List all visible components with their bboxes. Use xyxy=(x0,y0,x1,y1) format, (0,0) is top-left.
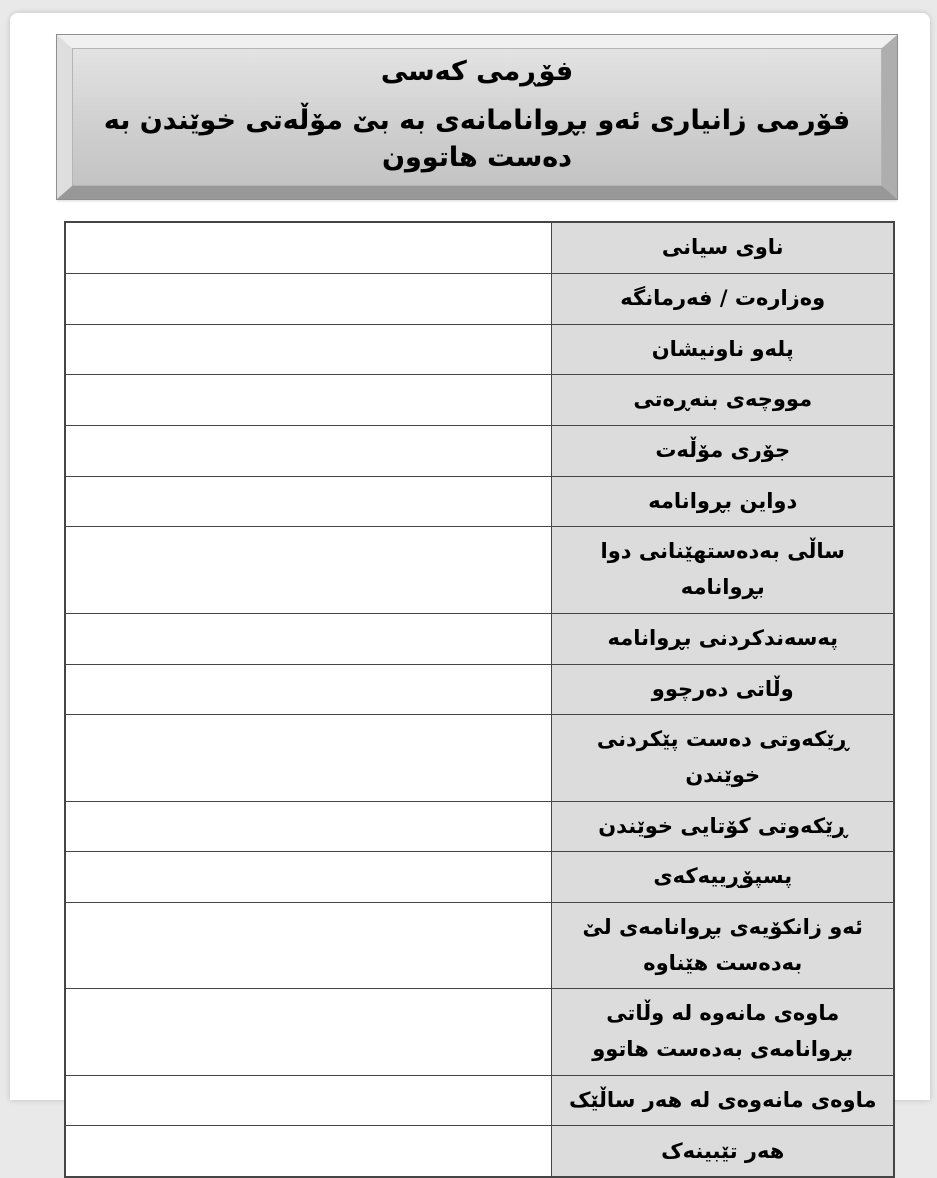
field-value-cell[interactable] xyxy=(66,665,551,715)
table-row xyxy=(66,989,893,1075)
field-value-cell[interactable] xyxy=(66,852,551,902)
field-value-cell[interactable] xyxy=(66,802,551,852)
field-value-cell[interactable] xyxy=(66,903,551,988)
field-value-cell[interactable] xyxy=(66,527,551,612)
form-title-box xyxy=(57,35,897,199)
table-row xyxy=(66,527,893,613)
field-value-cell[interactable] xyxy=(66,477,551,527)
field-label: پسپۆڕییەکەی xyxy=(551,852,893,902)
field-value-cell[interactable] xyxy=(66,1126,551,1176)
field-value-cell[interactable] xyxy=(66,1076,551,1126)
field-value-cell[interactable] xyxy=(66,614,551,664)
form-subtitle: فۆرمی زانیاری ئەو بڕوانامانەی بە بێ مۆڵەتی خوێندن بە دەست هاتوون xyxy=(80,103,874,176)
table-row xyxy=(66,614,893,665)
table-row xyxy=(66,325,893,376)
field-label: ساڵی بەدەستهێنانی دوا بڕوانامە xyxy=(551,527,893,612)
field-label: مووچەی بنەڕەتی xyxy=(551,375,893,425)
field-label: ئەو زانکۆیەی بڕوانامەی لێ بەدەست هێناوە xyxy=(551,903,893,988)
table-row xyxy=(66,1126,893,1176)
field-label: پەسەندکردنی بڕوانامە xyxy=(551,614,893,664)
table-row xyxy=(66,715,893,801)
field-label: ناوی سیانی xyxy=(551,223,893,273)
table-row xyxy=(66,852,893,903)
form-title: فۆڕمی کەسی xyxy=(80,54,874,90)
field-label: پلەو ناونیشان xyxy=(551,325,893,375)
table-row xyxy=(66,375,893,426)
field-label: وەزارەت / فەرمانگە xyxy=(551,274,893,324)
field-value-cell[interactable] xyxy=(66,989,551,1074)
field-label: ڕێکەوتی کۆتایی خوێندن xyxy=(551,802,893,852)
field-label: دواین بڕوانامە xyxy=(551,477,893,527)
table-row xyxy=(66,223,893,274)
form-table xyxy=(64,221,895,1178)
table-row xyxy=(66,802,893,853)
field-value-cell[interactable] xyxy=(66,274,551,324)
table-row xyxy=(66,903,893,989)
field-value-cell[interactable] xyxy=(66,426,551,476)
table-row xyxy=(66,477,893,528)
field-label: وڵاتی دەرچوو xyxy=(551,665,893,715)
table-row xyxy=(66,426,893,477)
field-label: جۆری مۆڵەت xyxy=(551,426,893,476)
document-page xyxy=(10,13,930,1100)
field-label: هەر تێبینەک xyxy=(551,1126,893,1176)
field-value-cell[interactable] xyxy=(66,223,551,273)
table-row xyxy=(66,274,893,325)
field-label: ماوەی مانەوە لە وڵاتی بڕوانامەی بەدەست هاتوو xyxy=(551,989,893,1074)
field-value-cell[interactable] xyxy=(66,375,551,425)
table-row xyxy=(66,1076,893,1127)
field-label: ماوەی مانەوەی لە هەر ساڵێک xyxy=(551,1076,893,1126)
table-row xyxy=(66,665,893,716)
field-value-cell[interactable] xyxy=(66,715,551,800)
field-label: ڕێکەوتی دەست پێکردنی خوێندن xyxy=(551,715,893,800)
field-value-cell[interactable] xyxy=(66,325,551,375)
